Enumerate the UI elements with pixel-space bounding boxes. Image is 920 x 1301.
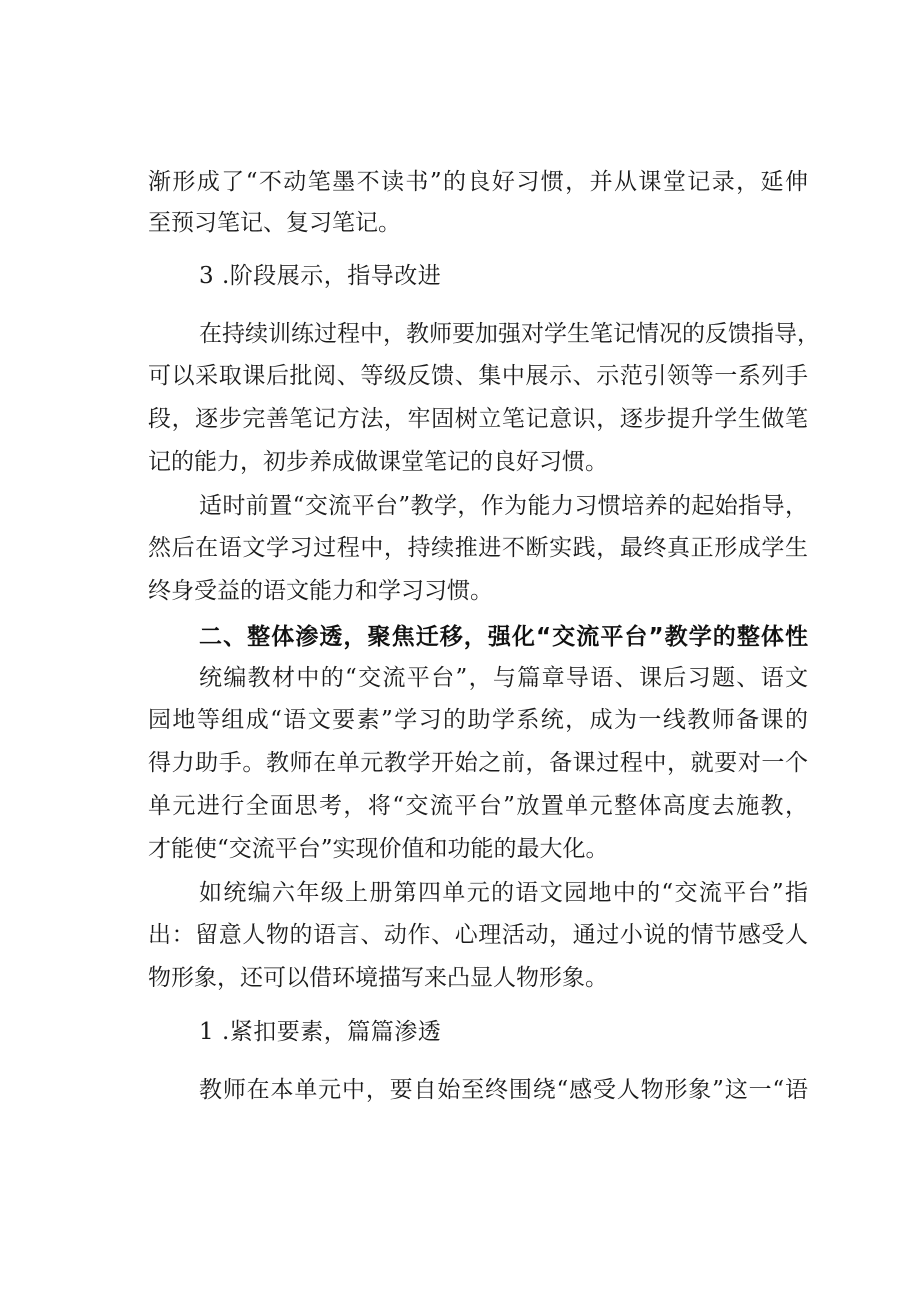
paragraph-4-line-1: 统编教材中的“交流平台”，与篇章导语、课后习题、语文	[199, 665, 808, 691]
paragraph-5-line-2: 出：留意人物的语言、动作、心理活动，通过小说的情节感受人	[148, 922, 808, 948]
subheading-3: 3 .阶段展示，指导改进	[199, 263, 442, 289]
paragraph-4-line-5: 才能使“交流平台”实现价值和功能的最大化。	[148, 836, 609, 862]
paragraph-4-line-4: 单元进行全面思考，将“交流平台”放置单元整体高度去施教，	[148, 793, 808, 819]
paragraph-1-line-2: 至预习笔记、复习笔记。	[148, 210, 401, 236]
paragraph-4-line-3: 得力助手。教师在单元教学开始之前，备课过程中，就要对一个	[148, 750, 808, 776]
paragraph-5-line-3: 物形象，还可以借环境描写来凸显人物形象。	[148, 965, 608, 991]
paragraph-3-line-1: 适时前置“交流平台”教学，作为能力习惯培养的起始指导，	[199, 493, 808, 519]
section-heading-2: 二、整体渗透，聚焦迁移，强化“交流平台”教学的整体性	[199, 624, 808, 650]
paragraph-2-line-3: 段，逐步完善笔记方法，牢固树立笔记意识，逐步提升学生做笔	[148, 406, 808, 432]
paragraph-3-line-2: 然后在语文学习过程中，持续推进不断实践，最终真正形成学生	[148, 535, 808, 561]
paragraph-4-line-2: 园地等组成“语文要素”学习的助学系统，成为一线教师备课的	[148, 707, 808, 733]
paragraph-2-line-1: 在持续训练过程中，教师要加强对学生笔记情况的反馈指导，	[199, 321, 820, 347]
subheading-1: 1 .紧扣要素，篇篇渗透	[199, 1019, 442, 1045]
paragraph-5-line-1: 如统编六年级上册第四单元的语文园地中的“交流平台”指	[199, 880, 808, 906]
paragraph-2-line-4: 记的能力，初步养成做课堂笔记的良好习惯。	[148, 449, 608, 475]
paragraph-1-line-1: 渐形成了“不动笔墨不读书”的良好习惯，并从课堂记录，延伸	[148, 169, 808, 195]
paragraph-3-line-3: 终身受益的语文能力和学习习惯。	[148, 578, 493, 604]
paragraph-6-line-1: 教师在本单元中，要自始至终围绕“感受人物形象”这一“语	[199, 1077, 808, 1103]
paragraph-2-line-2: 可以采取课后批阅、等级反馈、集中展示、示范引领等一系列手	[148, 363, 808, 389]
